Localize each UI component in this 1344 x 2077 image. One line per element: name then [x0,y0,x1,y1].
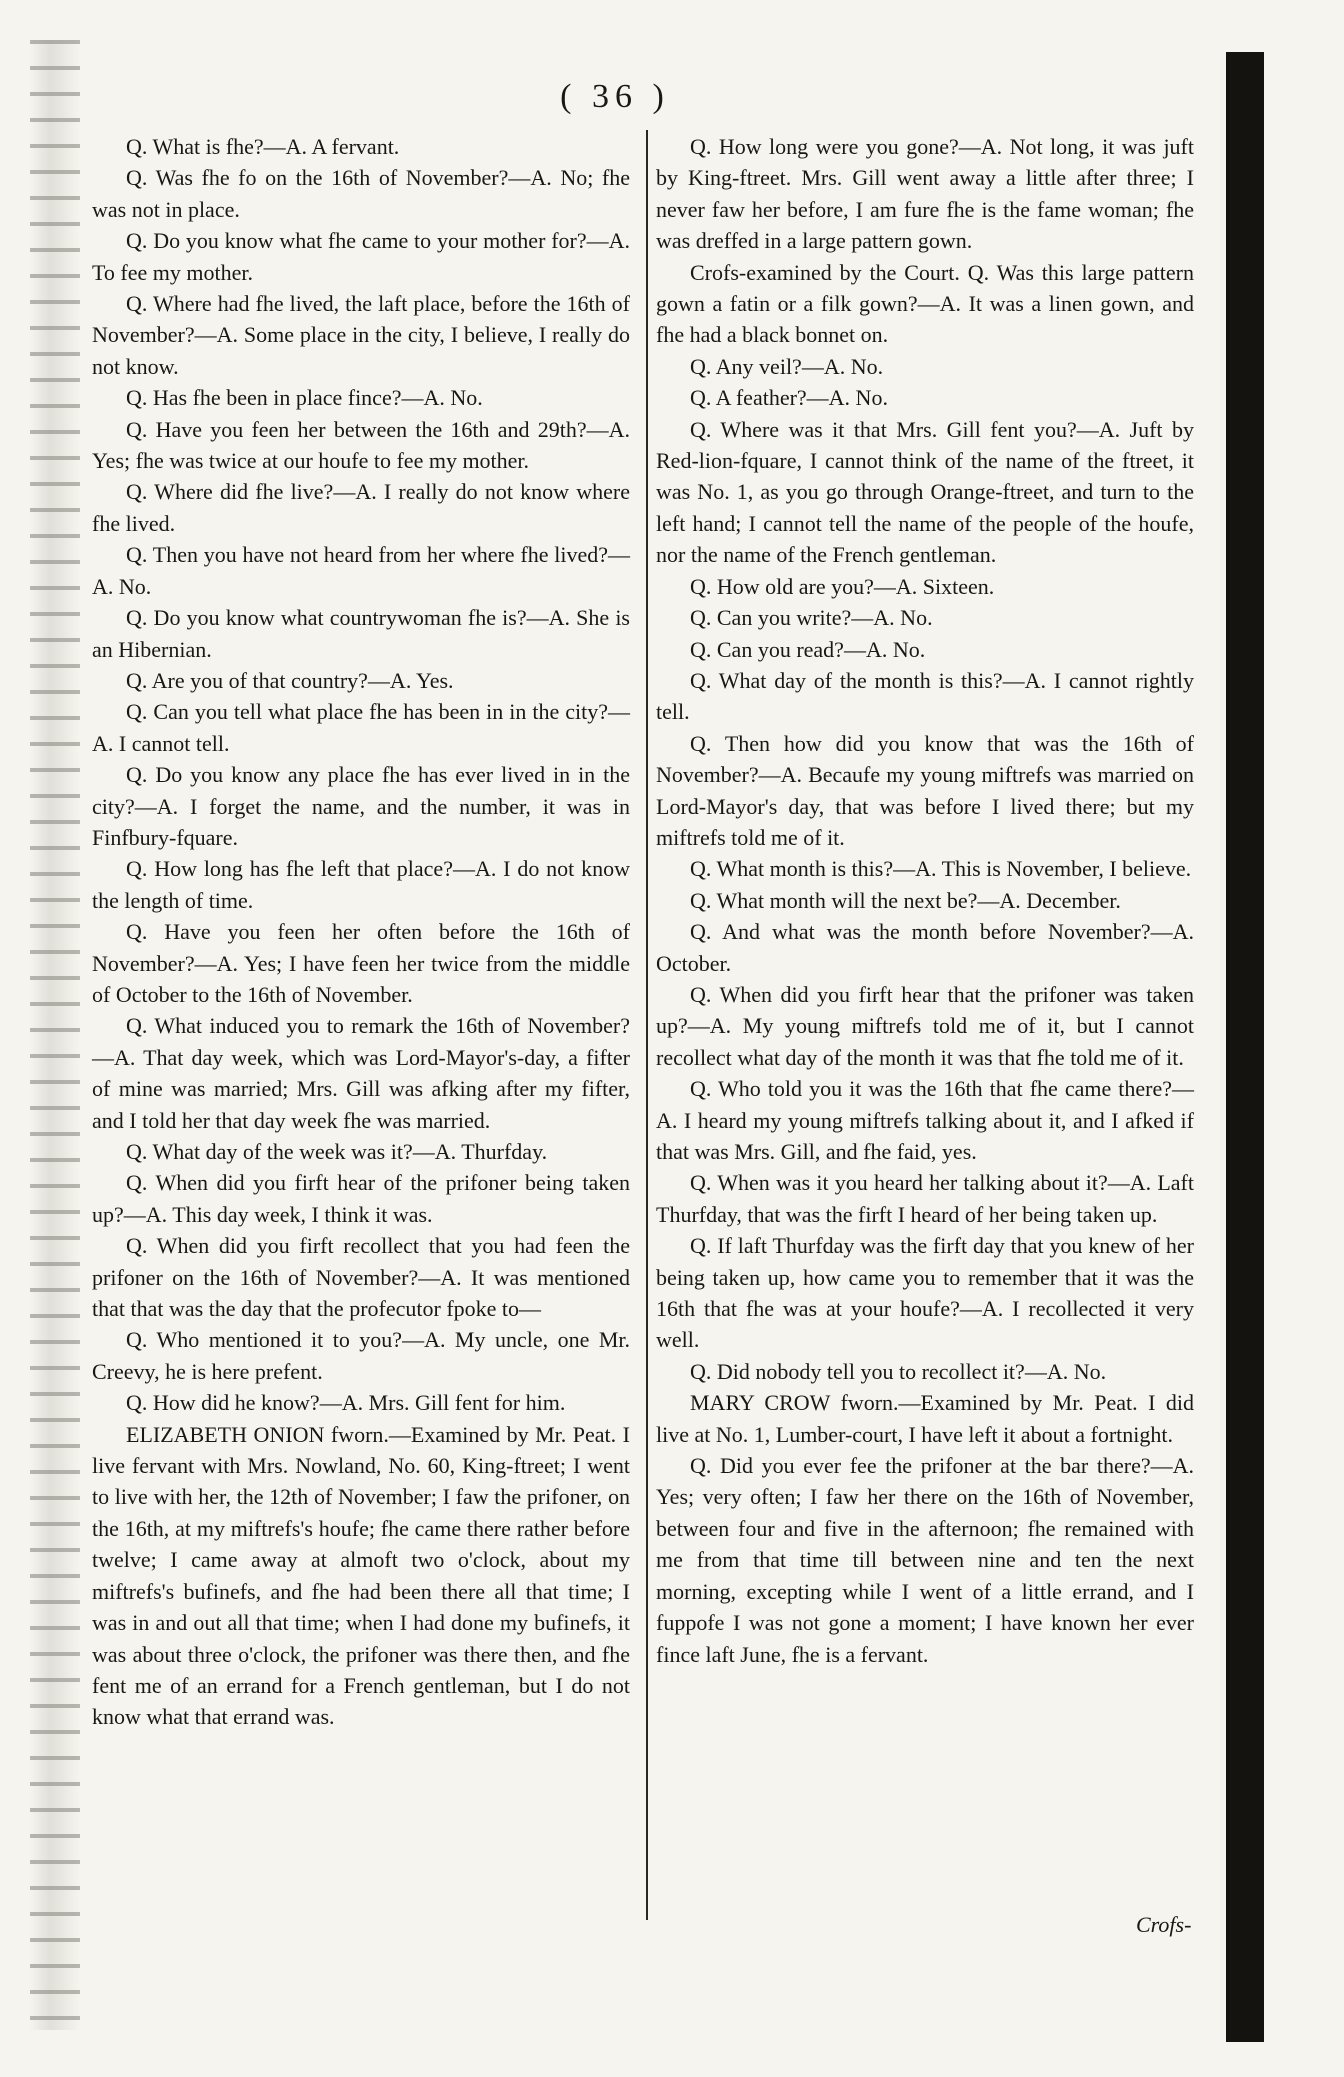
paragraph: Q. Do you know what countrywoman fhe is?—A. She is an Hibernian. [92,605,630,662]
paragraph: Q. Where had fhe lived, the laft place, before the 16th of November?—A. Some place in the city, I believe, I really do not know. [92,291,630,379]
paragraph: Q. Who mentioned it to you?—A. My uncle, one Mr. Creevy, he is here prefent. [92,1327,630,1384]
paragraph: Q. Have you feen her often before the 16th of November?—A. Yes; I have feen her twice from the middle of October to the 16th of November. [92,919,630,1007]
catchword: Crofs- [1136,1912,1192,1937]
paragraph: Q. What month will the next be?—A. December. [690,887,1121,913]
paragraph: Q. Can you write?—A. No. [690,605,933,631]
paragraph: Q. Do you know any place fhe has ever lived in in the city?—A. I forget the name, and the number, it was in Finfbury-fquare. [92,762,630,850]
page-number: ( 36 ) [560,78,670,115]
paragraph: Q. When did you firft hear that the prifoner was taken up?—A. My young miftrefs told me of it, but I cannot recollect what day of the month it was that fhe told me of it. [656,981,1194,1070]
paragraph: Q. What induced you to remark the 16th of November?—A. That day week, which was Lord-Mayor's-day, a fifter of mine was married; Mrs. Gill was afking after my fifter, and I told her that day week fhe was married. [92,1013,630,1133]
paragraph: Q. Have you feen her between the 16th and 29th?—A. Yes; fhe was twice at our houfe to fee my mother. [92,416,630,474]
paragraph: Q. What day of the week was it?—A. Thurfday. [126,1139,548,1164]
paragraph: Q. If laft Thurfday was the firft day that you knew of her being taken up, how came you to remember that it was the 16th that fhe was at your houfe?—A. I recollected it very well. [656,1233,1194,1353]
paragraph: Q. Where did fhe live?—A. I really do not know where fhe lived. [92,479,630,536]
paragraph: Q. What month is this?—A. This is November, I believe. [690,856,1192,882]
paragraph: Q. Any veil?—A. No. [690,353,884,379]
paragraph: Q. Are you of that country?—A. Yes. [126,667,454,693]
paragraph: Q. Then you have not heard from her where fhe lived?—A. No. [92,542,630,599]
right-column [656,131,1194,1670]
paragraph: Q. How did he know?—A. Mrs. Gill fent for him. [126,1390,566,1416]
paragraph: Q. What is fhe?—A. A fervant. [126,134,400,159]
paragraph: Q. When did you firft hear of the prifoner being taken up?—A. This day week, I think it was. [92,1170,630,1227]
paragraph: Q. How long were you gone?—A. Not long, it was juft by King-ftreet. Mrs. Gill went away a little after three; I never faw her before, I am fure fhe is the fame woman; fhe was dreffed in a large pattern gown. [656,134,1194,254]
paragraph: Q. Has fhe been in place fince?—A. No. [126,385,483,411]
paragraph: Q. Was fhe fo on the 16th of November?—A. No; fhe was not in place. [92,165,630,222]
column-divider [646,130,648,1920]
paragraph: Q. How old are you?—A. Sixteen. [690,573,995,599]
paragraph: Q. Where was it that Mrs. Gill fent you?—A. Juft by Red-lion-fquare, I cannot think of the name of the ftreet, it was No. 1, as you go through Orange-ftreet, and turn to the left hand; I cannot tell the name of the people of the houfe, nor the name of the French gentleman. [656,416,1194,568]
witness-paragraph: MARY CROW fworn.—Examined by Mr. Peat. I did live at No. 1, Lumber-court, I have left it about a fortnight. [656,1390,1194,1447]
paragraph: Q. When was it you heard her talking about it?—A. Laft Thurfday, that was the firft I heard of her being taken up. [656,1170,1194,1227]
paragraph: Q. Can you tell what place fhe has been in in the city?—A. I cannot tell. [92,699,630,756]
paragraph: Q. And what was the month before November?—A. October. [656,919,1194,976]
paragraph: Q. Can you read?—A. No. [690,636,926,662]
paragraph: Q. What day of the month is this?—A. I cannot rightly tell. [656,667,1194,725]
paragraph: Q. A feather?—A. No. [690,385,888,411]
paragraph: Q. Then how did you know that was the 16th of November?—A. Becaufe my young miftrefs was married on Lord-Mayor's day, that was before I lived there; but my miftrefs told me of it. [656,730,1194,850]
paragraph: Q. How long has fhe left that place?—A. I do not know the length of time. [92,856,630,913]
binding-edge-left [30,40,80,2030]
paragraph: Q. Do you know what fhe came to your mother for?—A. To fee my mother. [92,228,630,285]
paragraph: Q. Did nobody tell you to recollect it?—A. No. [690,1358,1107,1384]
paragraph: Q. Did you ever fee the prifoner at the bar there?—A. Yes; very often; I faw her there on the 16th of November, between four and five in the afternoon; fhe remained with me from that time till between nine and ten the next morning, excepting while I went of a little errand, and I fuppofe I was not gone a moment; I have known her ever fince laft June, fhe is a fervant. [656,1453,1194,1667]
paragraph: Q. Who told you it was the 16th that fhe came there?—A. I heard my young miftrefs talking about it, and I afked if that was Mrs. Gill, and fhe faid, yes. [656,1076,1194,1164]
binding-edge-right [1226,52,1264,2042]
witness-paragraph: ELIZABETH ONION fworn.—Examined by Mr. Peat. I live fervant with Mrs. Nowland, No. 60, King-ftreet; I went to live with her, the 12th of November; I faw the prifoner, on the 16th, at my miftrefs's houfe; fhe came there rather before twelve; I came away at almoft two o'clock, about my miftrefs's bufinefs, and fhe had been there all that time; I was in and out all that time; when I had done my bufinefs, it was about three o'clock, the prifoner was there then, and fhe fent me of an errand for a French gentleman, but I do not know what that errand was. [92,1421,630,1730]
paragraph: Q. When did you firft recollect that you had feen the prifoner on the 16th of November?—A. It was mentioned that that was the day that the profecutor fpoke to— [92,1233,630,1322]
left-column [92,131,630,1733]
cross-examination-paragraph: Crofs-examined by the Court. Q. Was this large pattern gown a fatin or a filk gown?—A. It was a linen gown, and fhe had a black bonnet on. [656,259,1194,348]
